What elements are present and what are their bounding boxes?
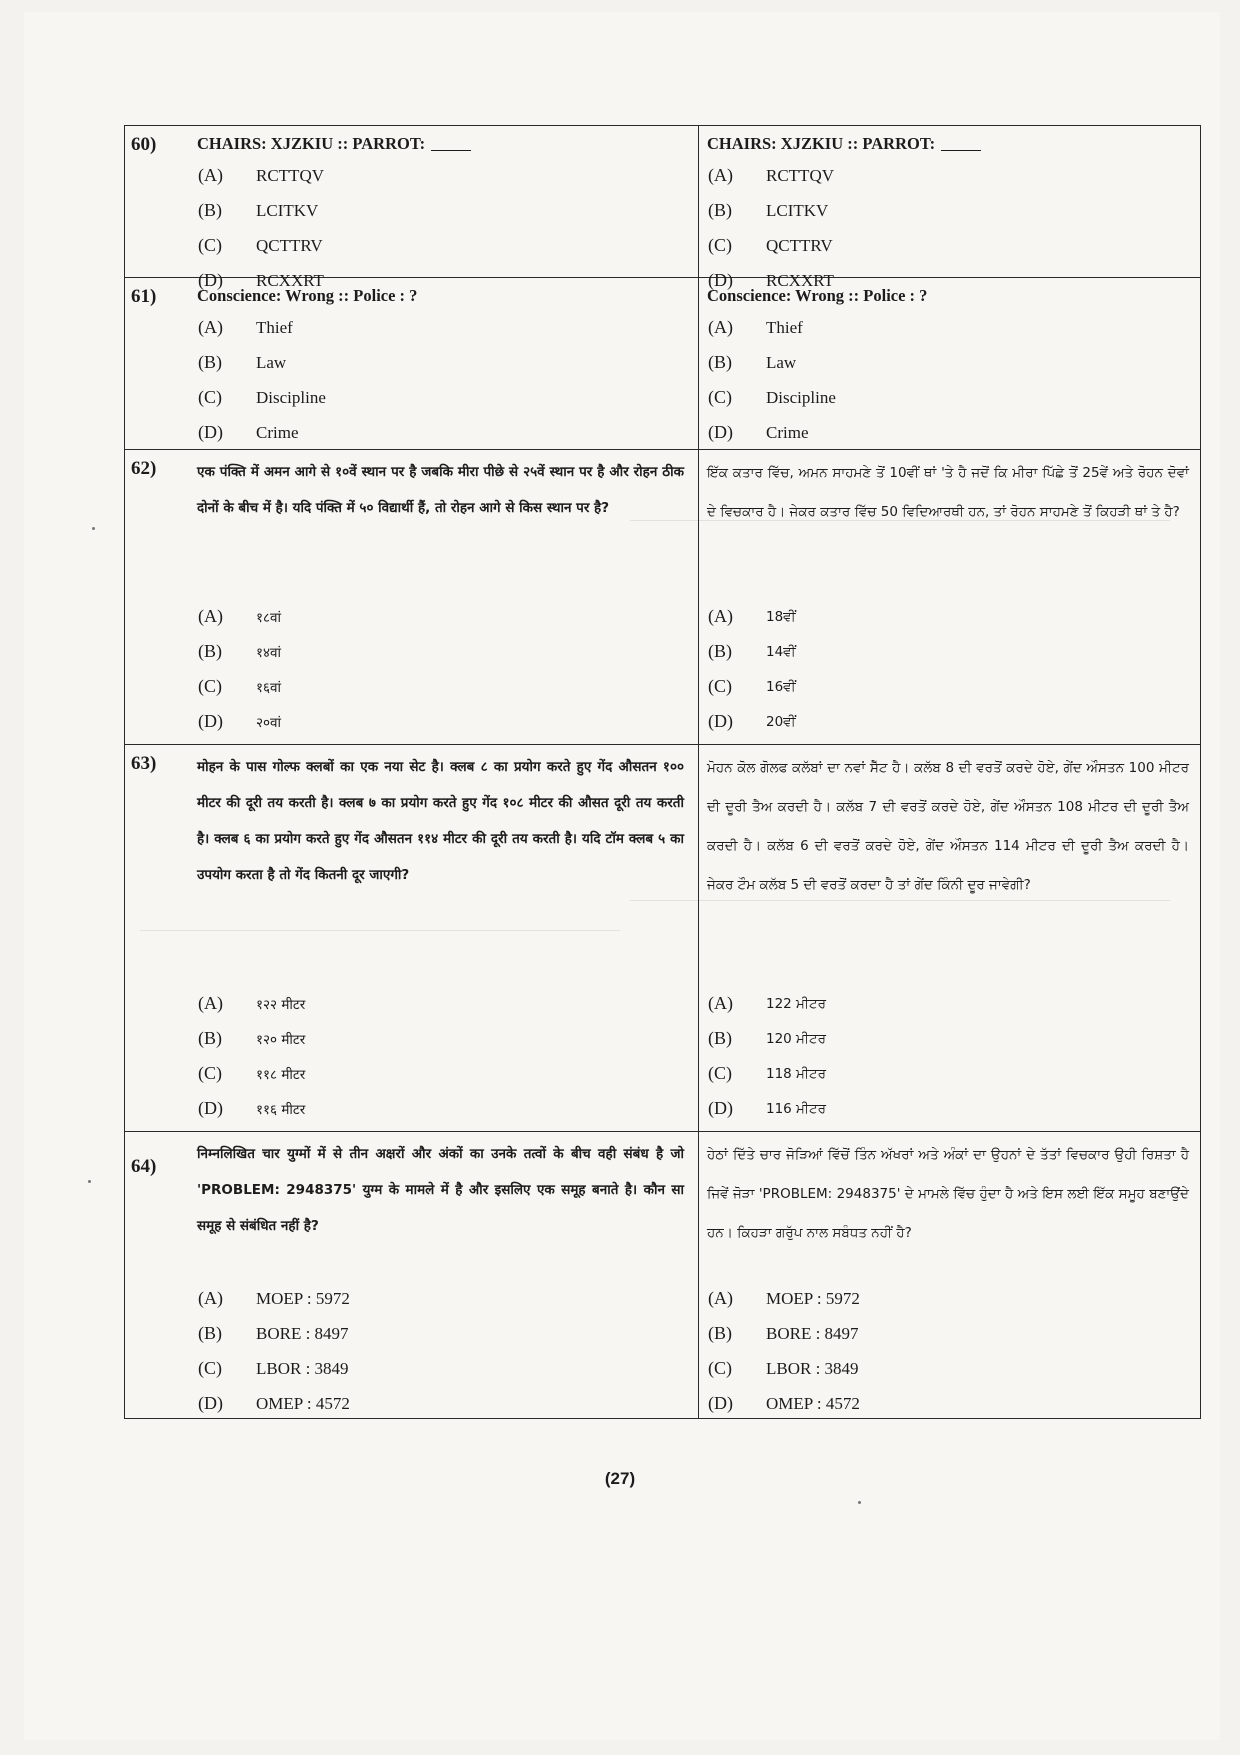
option-a: (A) 18ਵੀਂ xyxy=(708,606,796,626)
question-row-63 xyxy=(125,745,1200,1132)
scan-speck xyxy=(92,527,95,530)
option-c: (C) Discipline xyxy=(198,387,326,407)
option-d: (D) RCXXRT xyxy=(708,270,834,290)
question-text: मोहन के पास गोल्फ क्लबों का एक नया सेट है। क्लब ८ का प्रयोग करते हुए गेंद औसतन १०० मीटर की दूरी तय करती है। क्लब ७ का प्रयोग करते हुए गेंद १०८ मीटर की औसत दूरी तय करती है। क्लब ६ का प्रयोग करते हुए गेंद औसतन ११४ मीटर की दूरी तय करती है। यदि टॉम क्लब ५ का उपयोग करता है तो गेंद कितनी दूर जाएगी? xyxy=(197,759,684,883)
hindi-column xyxy=(197,450,699,744)
question-text: Conscience: Wrong :: Police : ? xyxy=(707,286,928,305)
punjabi-column xyxy=(699,745,1199,1131)
option-a: (A) 122 ਮੀਟਰ xyxy=(708,993,827,1013)
hindi-column xyxy=(197,278,699,449)
question-text: ਇੱਕ ਕਤਾਰ ਵਿੱਚ, ਅਮਨ ਸਾਹਮਣੇ ਤੋਂ 10ਵੀਂ ਥਾਂ 'ਤੇ ਹੈ ਜਦੋਂ ਕਿ ਮੀਰਾ ਪਿੱਛੇ ਤੋਂ 25ਵੇਂ ਅਤੇ ਰੋਹਨ ਦੋਵਾਂ ਦੇ ਵਿਚਕਾਰ ਹੈ। ਜੇਕਰ ਕਤਾਰ ਵਿੱਚ 50 ਵਿਦਿਆਰਥੀ ਹਨ, ਤਾਂ ਰੋਹਨ ਸਾਹਮਣੇ ਤੋਂ ਕਿਹੜੀ ਥਾਂ ਤੇ ਹੈ? xyxy=(707,465,1189,520)
punjabi-column xyxy=(699,1132,1199,1418)
option-c: (C) ११८ मीटर xyxy=(198,1063,306,1083)
option-b: (B) १४वां xyxy=(198,641,282,661)
option-a: (A) RCTTQV xyxy=(708,165,834,185)
option-b: (B) LCITKV xyxy=(708,200,829,220)
option-d: (D) 116 ਮੀਟਰ xyxy=(708,1098,827,1118)
question-number: 63) xyxy=(131,753,157,774)
option-b: (B) LCITKV xyxy=(198,200,319,220)
question-row-60 xyxy=(125,126,1200,290)
option-d: (D) ११६ मीटर xyxy=(198,1098,306,1118)
page-number: (27) xyxy=(604,1469,636,1488)
question-text: एक पंक्ति में अमन आगे से १०वें स्थान पर है जबकि मीरा पीछे से २५वें स्थान पर है और रोहन ठीक दोनों के बीच में है। यदि पंक्ति में ५० विद्यार्थी हैं, तो रोहन आगे से किस स्थान पर है? xyxy=(197,464,684,516)
option-d: (D) Crime xyxy=(198,422,299,442)
option-b: (B) Law xyxy=(708,352,797,372)
option-d: (D) OMEP : 4572 xyxy=(708,1393,860,1413)
scan-speck xyxy=(858,1501,861,1504)
option-d: (D) २०वां xyxy=(198,711,282,731)
option-c: (C) QCTTRV xyxy=(708,235,833,255)
option-a: (A) MOEP : 5972 xyxy=(708,1288,860,1308)
option-c: (C) १६वां xyxy=(198,676,282,696)
option-c: (C) LBOR : 3849 xyxy=(708,1358,859,1378)
option-c: (C) Discipline xyxy=(708,387,836,407)
option-d: (D) Crime xyxy=(708,422,809,442)
scan-speck xyxy=(88,1180,91,1183)
punjabi-column xyxy=(699,126,1199,290)
question-row-62 xyxy=(125,450,1200,745)
question-row-61 xyxy=(125,278,1200,450)
question-number: 60) xyxy=(131,134,157,155)
option-a: (A) १८वां xyxy=(198,606,282,626)
punjabi-column xyxy=(699,450,1199,744)
option-a: (A) Thief xyxy=(708,317,803,337)
option-c: (C) 16ਵੀਂ xyxy=(708,676,796,696)
hindi-column xyxy=(197,126,699,290)
option-b: (B) 120 ਮੀਟਰ xyxy=(708,1028,827,1048)
answer-blank xyxy=(941,150,981,151)
question-text: Conscience: Wrong :: Police : ? xyxy=(197,286,418,305)
question-text: CHAIRS: XJZKIU :: PARROT: xyxy=(197,130,684,158)
option-d: (D) RCXXRT xyxy=(198,270,324,290)
option-c: (C) LBOR : 3849 xyxy=(198,1358,349,1378)
option-b: (B) 14ਵੀਂ xyxy=(708,641,796,661)
option-a: (A) Thief xyxy=(198,317,293,337)
answer-blank xyxy=(431,150,471,151)
option-a: (A) RCTTQV xyxy=(198,165,324,185)
hindi-column xyxy=(197,745,699,1131)
questions-table xyxy=(124,125,1201,1419)
option-b: (B) Law xyxy=(198,352,287,372)
question-number: 64) xyxy=(131,1156,157,1177)
option-a: (A) MOEP : 5972 xyxy=(198,1288,350,1308)
question-text: CHAIRS: XJZKIU :: PARROT: xyxy=(707,130,1189,158)
question-text: ਹੇਠਾਂ ਦਿੱਤੇ ਚਾਰ ਜੋੜਿਆਂ ਵਿੱਚੋਂ ਤਿੰਨ ਅੱਖਰਾਂ ਅਤੇ ਅੰਕਾਂ ਦਾ ਉਹਨਾਂ ਦੇ ਤੱਤਾਂ ਵਿਚਕਾਰ ਉਹੀ ਰਿਸ਼ਤਾ ਹੈ ਜਿਵੇਂ ਜੋੜਾ 'PROBLEM: 2948375' ਦੇ ਮਾਮਲੇ ਵਿੱਚ ਹੁੰਦਾ ਹੈ ਅਤੇ ਇਸ ਲਈ ਇੱਕ ਸਮੂਹ ਬਣਾਉਂਦੇ ਹਨ। ਕਿਹੜਾ ਗਰੁੱਪ ਨਾਲ ਸਬੰਧਤ ਨਹੀਂ ਹੈ? xyxy=(707,1147,1189,1241)
hindi-column xyxy=(197,1132,699,1418)
option-b: (B) BORE : 8497 xyxy=(708,1323,859,1343)
option-b: (B) १२० मीटर xyxy=(198,1028,306,1048)
option-c: (C) QCTTRV xyxy=(198,235,323,255)
question-number: 62) xyxy=(131,458,157,479)
option-d: (D) OMEP : 4572 xyxy=(198,1393,350,1413)
question-row-64 xyxy=(125,1132,1200,1418)
question-text: ਮੋਹਨ ਕੋਲ ਗੋਲਫ ਕਲੱਬਾਂ ਦਾ ਨਵਾਂ ਸੈੱਟ ਹੈ। ਕਲੱਬ 8 ਦੀ ਵਰਤੋਂ ਕਰਦੇ ਹੋਏ, ਗੇਂਦ ਔਸਤਨ 100 ਮੀਟਰ ਦੀ ਦੂਰੀ ਤੈਅ ਕਰਦੀ ਹੈ। ਕਲੱਬ 7 ਦੀ ਵਰਤੋਂ ਕਰਦੇ ਹੋਏ, ਗੇਂਦ ਔਸਤਨ 108 ਮੀਟਰ ਦੀ ਦੂਰੀ ਤੈਅ ਕਰਦੀ ਹੈ। ਕਲੱਬ 6 ਦੀ ਵਰਤੋਂ ਕਰਦੇ ਹੋਏ, ਗੇਂਦ ਔਸਤਨ 114 ਮੀਟਰ ਦੀ ਦੂਰੀ ਤੈਅ ਕਰਦੀ ਹੈ। ਜੇਕਰ ਟੌਮ ਕਲੱਬ 5 ਦੀ ਵਰਤੋਂ ਕਰਦਾ ਹੈ ਤਾਂ ਗੇਂਦ ਕਿੰਨੀ ਦੂਰ ਜਾਵੇਗੀ? xyxy=(707,760,1189,893)
option-b: (B) BORE : 8497 xyxy=(198,1323,349,1343)
question-number: 61) xyxy=(131,286,157,307)
option-c: (C) 118 ਮੀਟਰ xyxy=(708,1063,827,1083)
option-d: (D) 20ਵੀਂ xyxy=(708,711,796,731)
question-text: निम्नलिखित चार युग्मों में से तीन अक्षरों और अंकों का उनके तत्वों के बीच वही संबंध है जो 'PROBLEM: 2948375' युग्म के मामले में है और इसलिए एक समूह बनाते है। कौन सा समूह से संबंधित नहीं है? xyxy=(197,1146,684,1234)
punjabi-column xyxy=(699,278,1199,449)
option-a: (A) १२२ मीटर xyxy=(198,993,306,1013)
